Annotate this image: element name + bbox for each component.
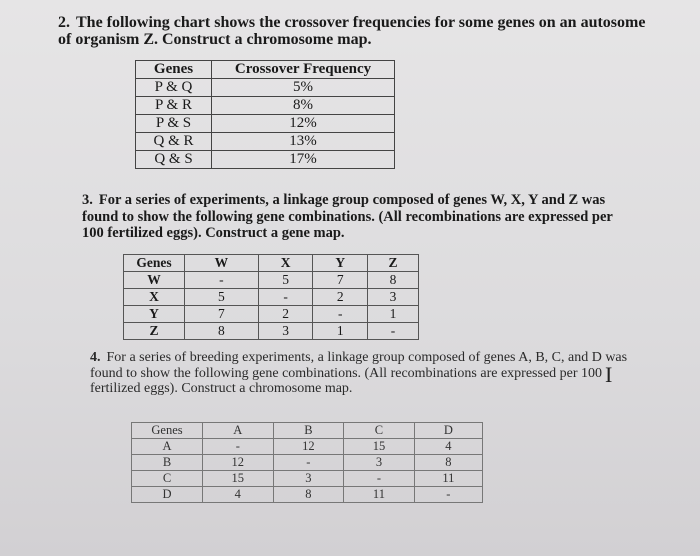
cell: 1 — [313, 323, 368, 340]
frequency-value: 13% — [212, 133, 395, 151]
cell: 3 — [258, 323, 313, 340]
gene-pair: P & Q — [136, 79, 212, 97]
cell: 1 — [368, 306, 419, 323]
question-2 — [58, 14, 648, 48]
row-gene: D — [132, 487, 203, 503]
cell: 15 — [344, 439, 415, 455]
question-4 — [90, 350, 630, 397]
table-header-row — [136, 61, 395, 79]
cell: 5 — [185, 289, 259, 306]
cell: - — [344, 471, 415, 487]
header-z: Z — [368, 255, 419, 272]
cell: 12 — [203, 455, 274, 471]
question-4-text: For a series of breeding experiments, a linkage group composed of genes A, B, C, and D was found to show the following gene combinations. (All recombinations are expressed per 100 fertilized eggs). Construct a chromosome map. — [90, 350, 628, 396]
header-genes: Genes — [132, 423, 203, 439]
cell: 5 — [258, 272, 313, 289]
cell: 11 — [414, 471, 482, 487]
table-header-row — [124, 255, 419, 272]
frequency-value: 5% — [212, 79, 395, 97]
cell: - — [273, 455, 344, 471]
gene-pair: P & R — [136, 97, 212, 115]
question-3-text: For a series of experiments, a linkage group composed of genes W, X, Y and Z was found to show the following gene combinations. (All recombinations are expressed per 100 fertilized eggs). Construct a gene map. — [82, 192, 613, 241]
header-genes: Genes — [124, 255, 185, 272]
table-row — [124, 323, 419, 340]
table-row — [132, 455, 483, 471]
cell: 8 — [273, 487, 344, 503]
row-gene: Z — [124, 323, 185, 340]
header-genes: Genes — [136, 61, 212, 79]
question-4-number: 4. — [90, 350, 101, 365]
row-gene: W — [124, 272, 185, 289]
gene-pair: Q & S — [136, 151, 212, 169]
header-x: X — [258, 255, 313, 272]
cell: - — [258, 289, 313, 306]
row-gene: Y — [124, 306, 185, 323]
cell: - — [313, 306, 368, 323]
cell: 12 — [273, 439, 344, 455]
frequency-value: 17% — [212, 151, 395, 169]
question-2-text: The following chart shows the crossover frequencies for some genes on an autosome of organism Z. Construct a chromosome map. — [58, 14, 646, 48]
cell: 8 — [368, 272, 419, 289]
table-row — [136, 151, 395, 169]
table-row — [132, 439, 483, 455]
table-row — [132, 471, 483, 487]
cell: 7 — [313, 272, 368, 289]
frequency-value: 8% — [212, 97, 395, 115]
cell: 11 — [344, 487, 415, 503]
question-3-number: 3. — [82, 192, 93, 208]
row-gene: B — [132, 455, 203, 471]
question-2-number: 2. — [58, 14, 70, 31]
row-gene: C — [132, 471, 203, 487]
header-b: B — [273, 423, 344, 439]
header-crossover-frequency: Crossover Frequency — [212, 61, 395, 79]
row-gene: A — [132, 439, 203, 455]
abcd-recombination-table — [131, 422, 483, 503]
table-row — [136, 115, 395, 133]
cell: 8 — [185, 323, 259, 340]
crossover-frequency-table — [135, 60, 395, 169]
header-c: C — [344, 423, 415, 439]
table-header-row — [132, 423, 483, 439]
gene-pair: Q & R — [136, 133, 212, 151]
table-row — [132, 487, 483, 503]
table-row — [124, 272, 419, 289]
table-row — [136, 79, 395, 97]
cell: 7 — [185, 306, 259, 323]
table-row — [124, 306, 419, 323]
table-row — [136, 97, 395, 115]
question-3 — [82, 192, 622, 242]
wxyz-recombination-table — [123, 254, 419, 340]
cell: - — [203, 439, 274, 455]
table-row — [136, 133, 395, 151]
cell: 2 — [258, 306, 313, 323]
cell: 8 — [414, 455, 482, 471]
cell: - — [185, 272, 259, 289]
header-a: A — [203, 423, 274, 439]
header-d: D — [414, 423, 482, 439]
cell: 2 — [313, 289, 368, 306]
cell: - — [368, 323, 419, 340]
cell: 3 — [273, 471, 344, 487]
header-w: W — [185, 255, 259, 272]
header-y: Y — [313, 255, 368, 272]
cell: 4 — [203, 487, 274, 503]
gene-pair: P & S — [136, 115, 212, 133]
cell: 4 — [414, 439, 482, 455]
cell: 15 — [203, 471, 274, 487]
text-cursor-icon: I — [605, 362, 613, 387]
table-row — [124, 289, 419, 306]
frequency-value: 12% — [212, 115, 395, 133]
cell: 3 — [344, 455, 415, 471]
cell: - — [414, 487, 482, 503]
cell: 3 — [368, 289, 419, 306]
row-gene: X — [124, 289, 185, 306]
